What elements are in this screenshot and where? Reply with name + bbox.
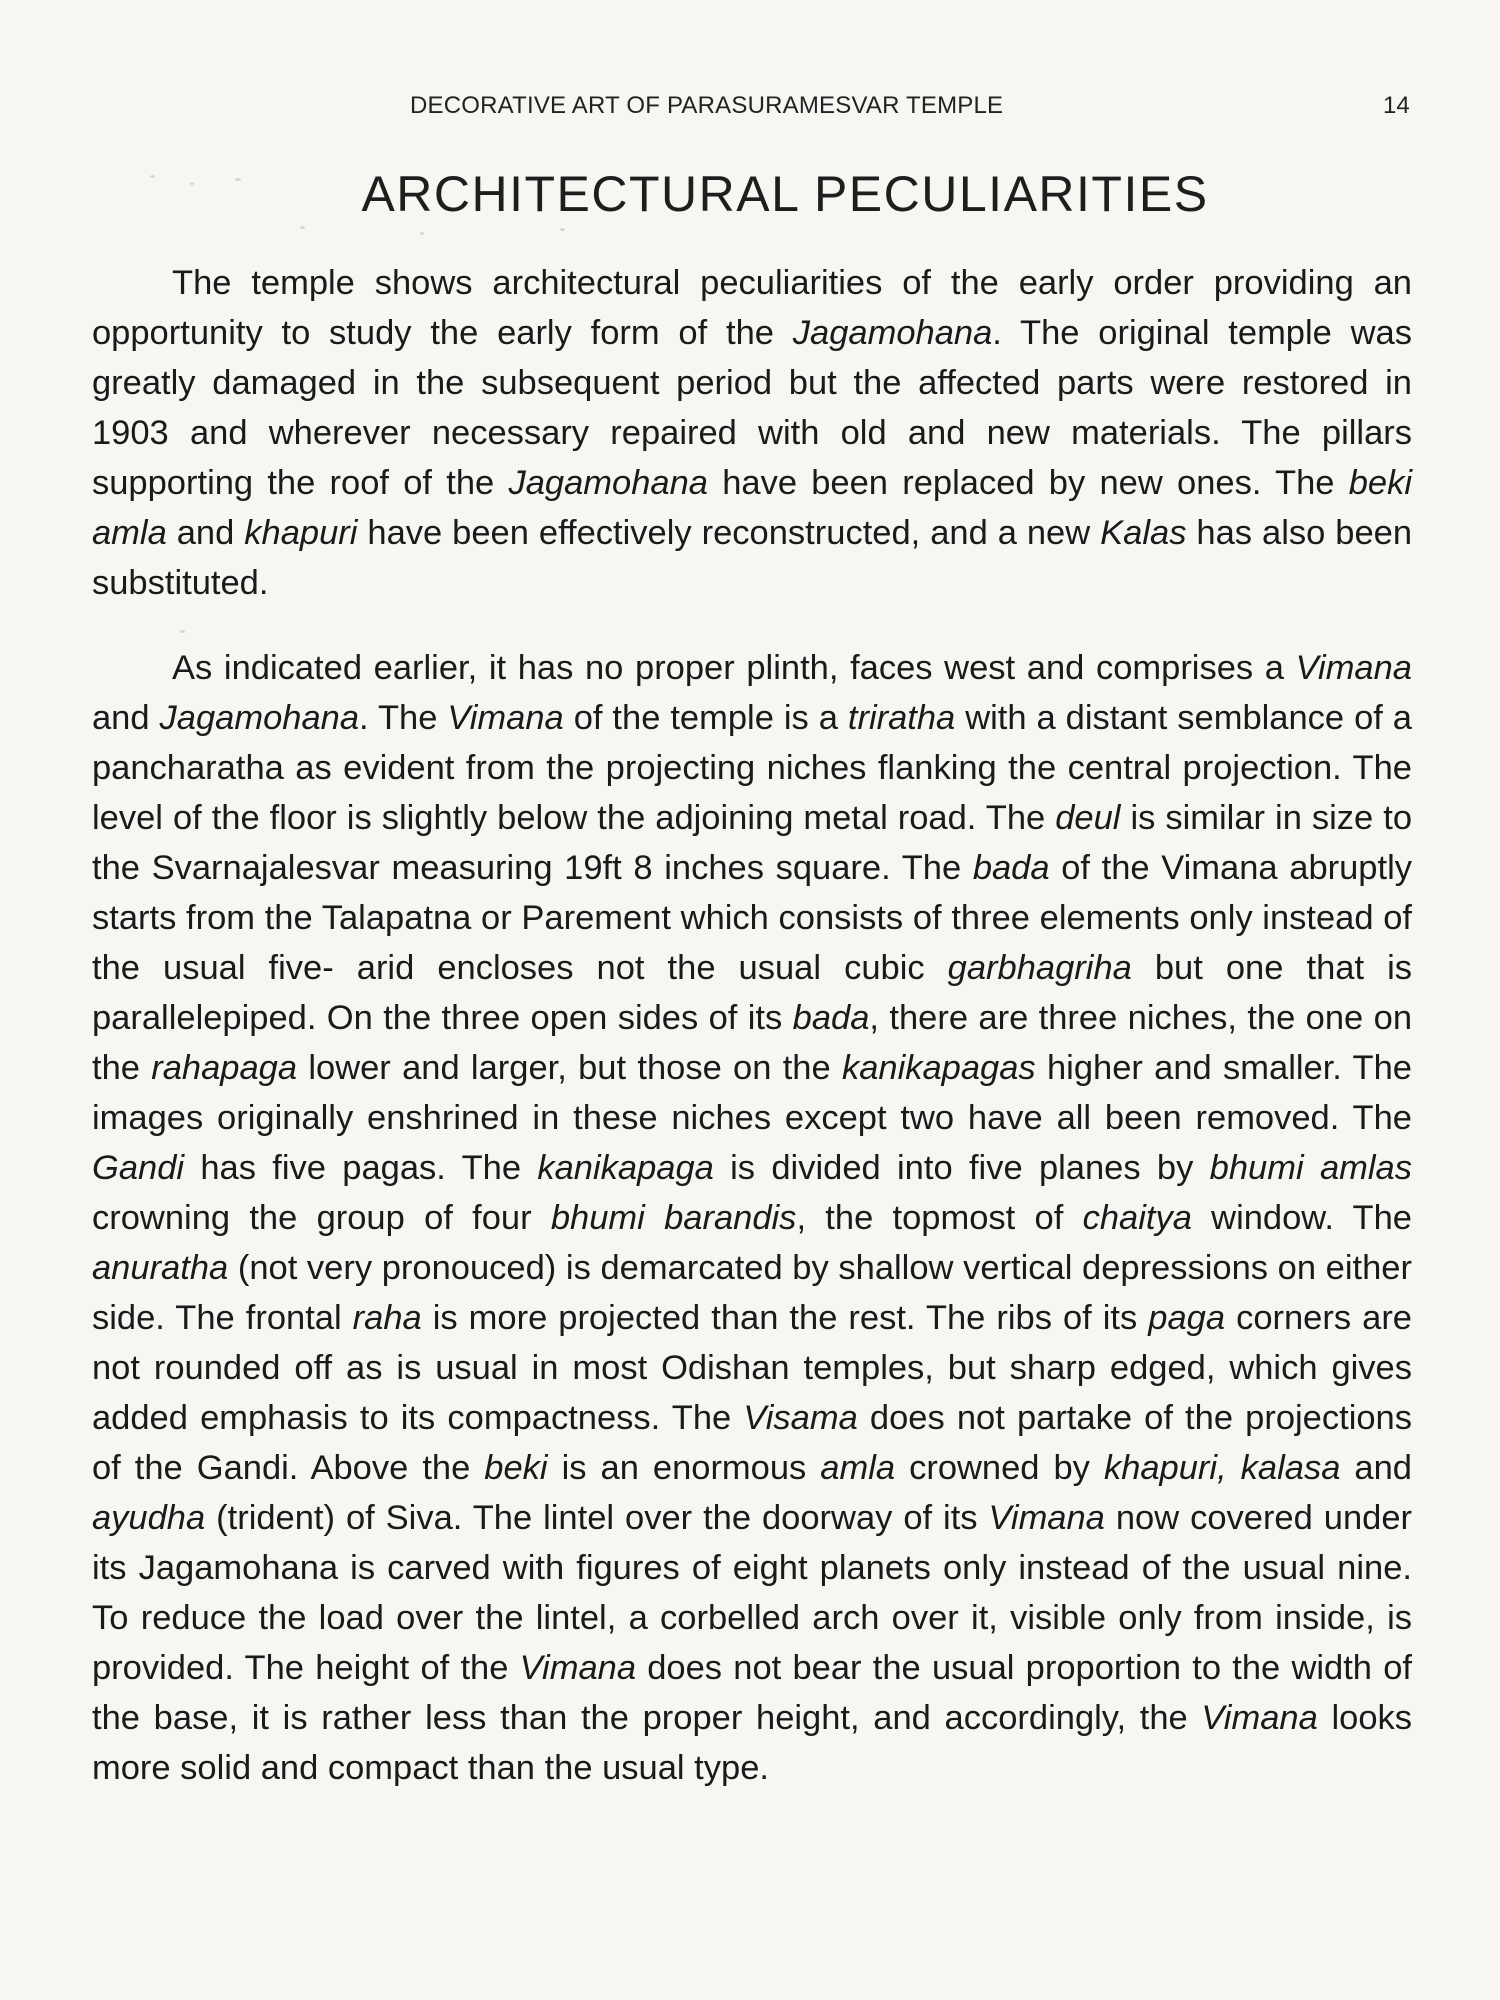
running-header: DECORATIVE ART OF PARASURAMESVAR TEMPLE <box>410 92 1004 119</box>
paragraph-2: As indicated earlier, it has no proper plinth, faces west and comprises a Vimana and Jagamohana. The Vimana of the temple is a triratha with a distant semblance of a pancharatha as evident from the projecting niches flanking the central projection. The level of the floor is slightly below the adjoining metal road. The deul is similar in size to the Svarnajalesvar measuring 19ft 8 inches square. The bada of the Vimana abruptly starts from the Talapatna or Parement which consists of three elements only instead of the usual five- arid encloses not the usual cubic garbhagriha but one that is parallelepiped. On the three open sides of its bada, there are three niches, the one on the rahapaga lower and larger, but those on the kanikapagas higher and smaller. The images originally enshrined in these niches except two have all been removed. The Gandi has five pagas. The kanikapaga is divided into five planes by bhumi amlas crowning the group of four bhumi barandis, the topmost of chaitya window. The anuratha (not very pronouced) is demarcated by shallow vertical depressions on either side. The frontal raha is more projected than the rest. The ribs of its paga corners are not rounded off as is usual in most Odishan temples, but sharp edged, which gives added emphasis to its compactness. The Visama does not partake of the projections of the Gandi. Above the beki is an enormous amla crowned by khapuri, kalasa and ayudha (trident) of Siva. The lintel over the doorway of its Vimana now covered under its Jagamohana is carved with figures of eight planets only instead of the usual nine. To reduce the load over the lintel, a corbelled arch over it, visible only from inside, is provided. The height of the Vimana does not bear the usual proportion to the width of the base, it is rather less than the proper height, and accordingly, the Vimana looks more solid and compact than the usual type. <box>92 649 1413 1787</box>
section-title: ARCHITECTURAL PECULIARITIES <box>361 166 1209 222</box>
page-number: 14 <box>1383 92 1410 119</box>
paragraph-1: The temple shows architectural peculiarities of the early order providing an opportunity to study the early form of the Jagamohana. The original temple was greatly damaged in the subsequent period but the affected parts were restored in 1903 and wherever necessary repaired with old and new materials. The pillars supporting the roof of the Jagamohana have been replaced by new ones. The beki amla and khapuri have been effectively reconstructed, and a new Kalas has also been substituted. <box>92 264 1413 602</box>
scan-speck <box>560 228 565 231</box>
scan-speck <box>300 226 305 229</box>
scan-speck <box>420 232 424 235</box>
scan-speck <box>180 630 185 633</box>
